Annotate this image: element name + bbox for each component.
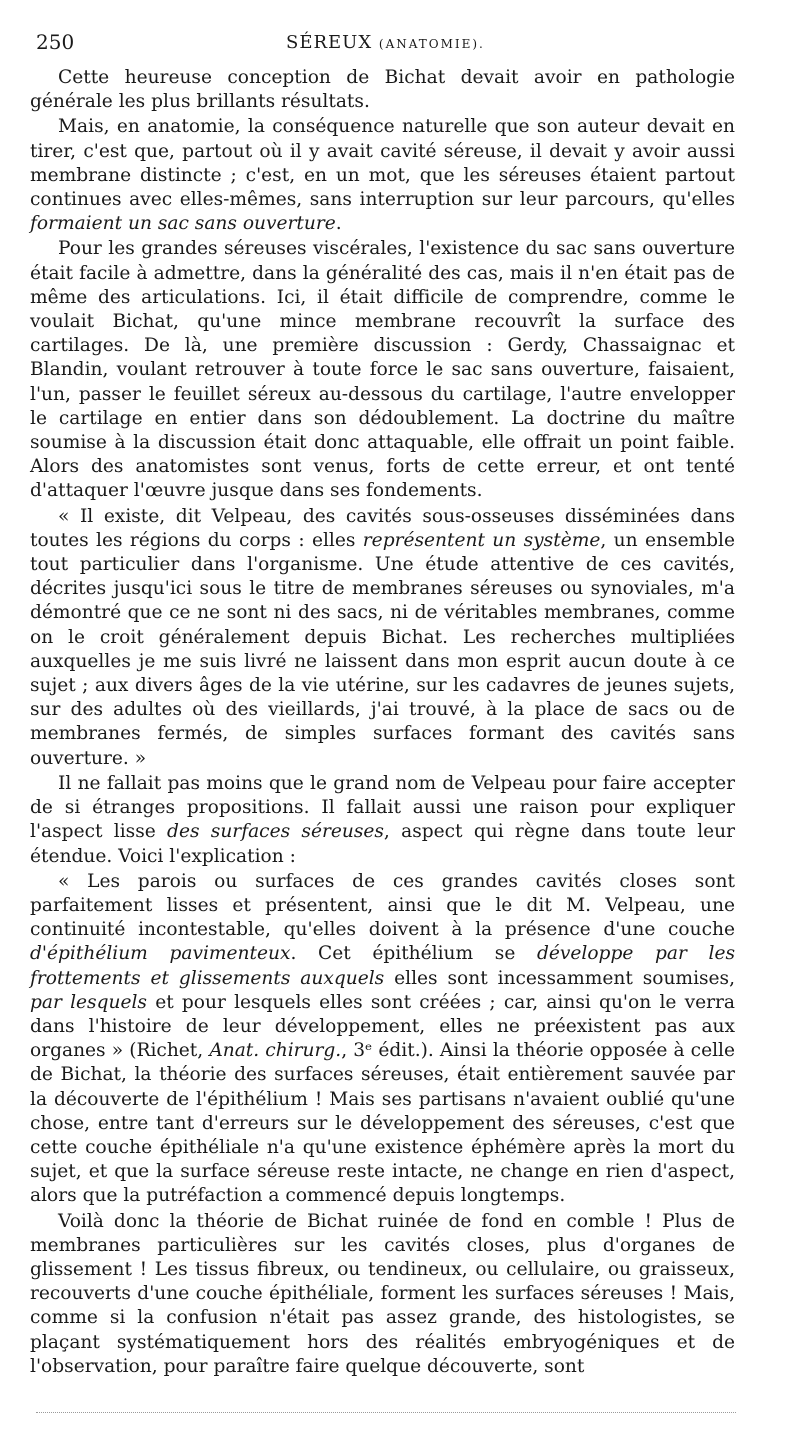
page-number: 250 bbox=[36, 30, 75, 54]
paragraph bbox=[30, 115, 735, 236]
text-run: Voilà donc la théorie de Bichat ruinée de fond en comble ! Plus de membranes particulières sur les cavités closes, plus d'organes de glissement ! Les tissus fibreux, ou tendineux, ou cellulaire, ou graisseux, recouverts d'une couche épithéliale, forment les surfaces séreuses ! Mais, comme si la confusion n'était pas assez grande, des histologistes, se plaçant systématiquement hors des réalités embryogéniques et de l'observation, pour paraître faire quelque découverte, sont bbox=[30, 1210, 735, 1377]
text-run: , aspect qui règne dans toute leur étendue. Voici l'explication : bbox=[30, 821, 736, 867]
running-title-main: SÉREUX bbox=[286, 32, 373, 53]
italic-text: développe par les frottements et glissements auxquels bbox=[30, 943, 735, 989]
body-text bbox=[30, 66, 735, 1379]
paragraph bbox=[30, 237, 735, 503]
text-run: , 3ᵉ édit.). Ainsi la théorie opposée à celle de Bichat, la théorie des surfaces séreuses, était entièrement sauvée par la découverte de l'épithélium ! Mais ses partisans n'avaient oublié qu'une chose, entre tant d'erreurs sur le développement des séreuses, c'est que cette couche épithéliale n'a qu'une existence éphémère après la mort du sujet, et que la surface séreuse reste intacte, ne change en rien d'aspect, alors que la putréfaction a commencé depuis longtemps. bbox=[30, 1040, 735, 1207]
italic-text: des surfaces séreuses bbox=[167, 821, 384, 843]
footer-dotted-rule bbox=[36, 1412, 736, 1413]
paragraph bbox=[30, 1210, 735, 1379]
page-header bbox=[36, 30, 736, 56]
text-run: . Cet épithélium se bbox=[290, 943, 537, 965]
text-run: « Les parois ou surfaces de ces grandes cavités closes sont parfaitement lisses et présentent, ainsi que le dit M. Velpeau, une continuité incontestable, qu'elles doivent à la présence d'une couche bbox=[30, 870, 735, 941]
running-title bbox=[286, 32, 485, 53]
paragraph bbox=[30, 870, 735, 1209]
text-run: , un ensemble tout particulier dans l'organisme. Une étude attentive de ces cavités, décrites jusqu'ici sous le titre de membranes séreuses ou synoviales, m'a démontré que ce ne sont ni des sacs, ni de véritables membranes, comme on le croit généralement depuis Bichat. Les recherches multipliées auxquelles je me suis livré ne laissent dans mon esprit aucun doute à ce sujet ; aux divers âges de la vie utérine, sur les cadavres de jeunes sujets, sur des adultes où des vieillards, j'ai trouvé, à la place de sacs ou de membranes fermés, de simples surfaces formant des cavités sans ouverture. » bbox=[30, 529, 735, 769]
text-run: Il ne fallait pas moins que le grand nom de Velpeau pour faire accepter de si étranges propositions. Il fallait aussi une raison pour expliquer l'aspect lisse bbox=[30, 772, 735, 843]
italic-text: représentent un système bbox=[362, 529, 601, 551]
text-run: et pour lesquels elles sont créées ; car, ainsi qu'on le verra dans l'histoire de leur développement, elles ne préexistent pas aux organes » (Richet, bbox=[30, 991, 735, 1062]
text-run: . bbox=[335, 213, 342, 235]
italic-text: Anat. chirurg. bbox=[209, 1040, 342, 1062]
paragraph bbox=[30, 66, 735, 114]
running-title-subject: (ANATOMIE). bbox=[378, 37, 485, 51]
text-run: Pour les grandes séreuses viscérales, l'existence du sac sans ouverture était facile à admettre, dans la généralité des cas, mais il n'en était pas de même des articulations. Ici, il était difficile de comprendre, comme le voulait Bichat, qu'une mince membrane recouvrît la surface des cartilages. De là, une première discussion : Gerdy, Chassaignac et Blandin, voulant retrouver à toute force le sac sans ouverture, faisaient, l'un, passer le feuillet séreux au-dessous du cartilage, l'autre envelopper le cartilage en entier dans son dédoublement. La doctrine du maître soumise à la discussion était donc attaquable, elle offrait un point faible. Alors des anatomistes sont venus, forts de cette erreur, et ont tenté d'attaquer l'œuvre jusque dans ses fondements. bbox=[30, 238, 735, 502]
text-run: elles sont incessamment soumises, bbox=[384, 967, 736, 989]
italic-text: par lesquels bbox=[30, 991, 147, 1013]
italic-text: formaient un sac sans ouverture bbox=[30, 213, 336, 235]
text-run: « Il existe, dit Velpeau, des cavités sous-osseuses disséminées dans toutes les régions du corps : elles bbox=[30, 505, 735, 551]
paragraph bbox=[30, 772, 735, 869]
italic-text: d'épithélium pavimenteux bbox=[30, 943, 291, 965]
text-run: Cette heureuse conception de Bichat devait avoir en pathologie générale les plus brillants résultats. bbox=[30, 67, 735, 113]
paragraph bbox=[30, 505, 735, 771]
text-run: Mais, en anatomie, la conséquence naturelle que son auteur devait en tirer, c'est que, partout où il y avait cavité séreuse, il devait y avoir aussi membrane distincte ; c'est, en un mot, que les séreuses étaient partout continues avec elles-mêmes, sans interruption sur leur parcours, qu'elles bbox=[30, 116, 735, 211]
